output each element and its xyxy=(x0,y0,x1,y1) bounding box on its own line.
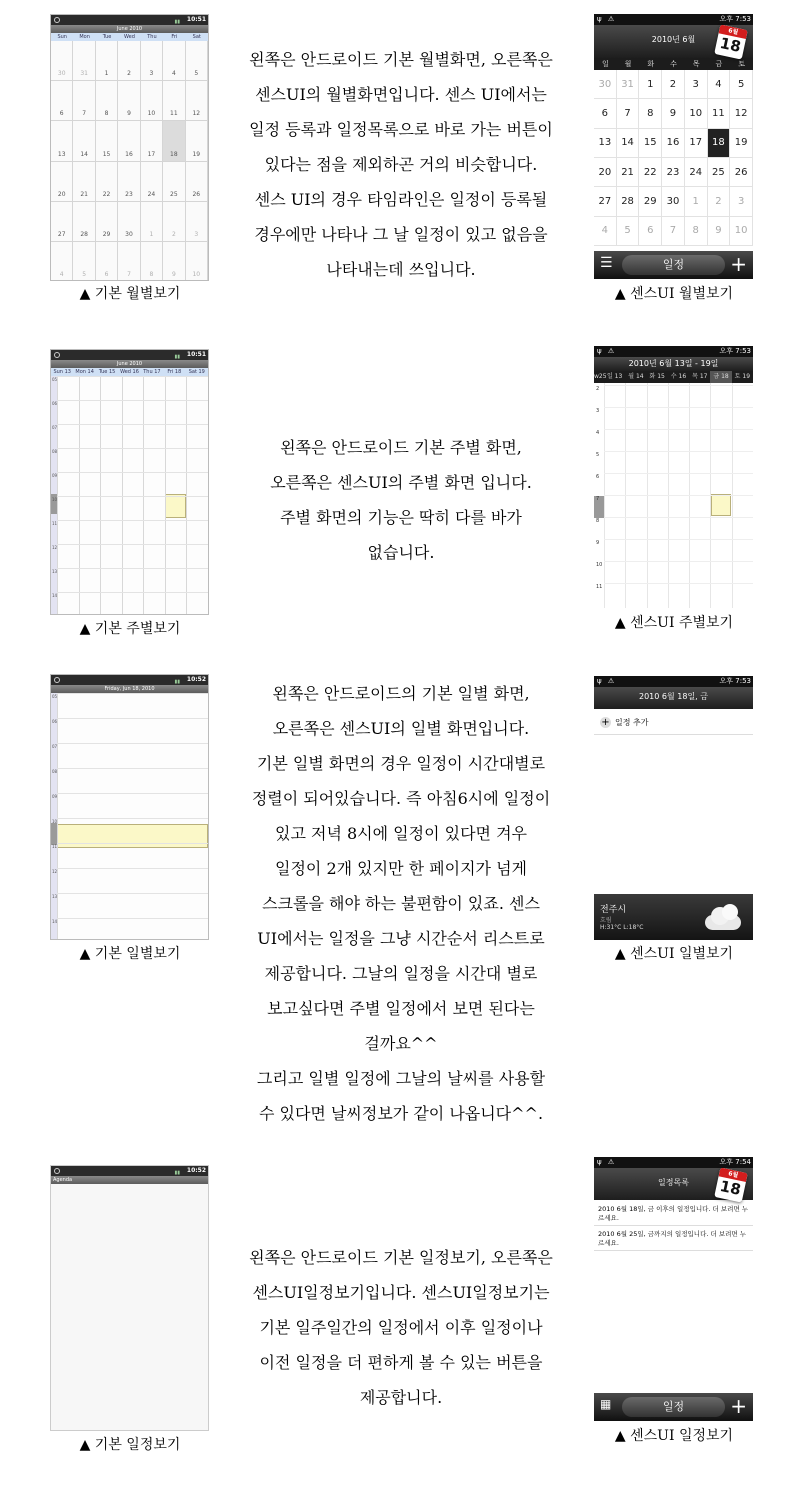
weekday-label: 수 16 xyxy=(670,373,687,380)
event-block[interactable] xyxy=(165,494,186,518)
bottom-bar xyxy=(594,1393,753,1421)
event-block[interactable] xyxy=(711,494,731,516)
status-bar xyxy=(594,1157,753,1168)
caption-android-agenda: ▲ 기본 일정보기 xyxy=(79,1437,181,1453)
day-cell[interactable]: 2 xyxy=(662,70,685,99)
paragraph-line: 왼쪽은 안드로이드의 기본 일별 화면, xyxy=(272,684,530,703)
hour-label: 2 xyxy=(596,386,600,392)
paragraph-line: 센스UI일정보기입니다. 센스UI일정보기는 xyxy=(252,1283,550,1302)
paragraph-month xyxy=(218,42,584,287)
weekday-label: Tue 15 xyxy=(98,369,116,375)
day-cell[interactable]: 30 xyxy=(118,202,140,242)
add-event-label: 일정 추가 xyxy=(615,718,649,727)
agenda-button[interactable]: 일정 xyxy=(622,255,725,275)
paragraph-line: 기본 일주일간의 일정에서 이후 일정이나 xyxy=(259,1318,543,1337)
day-cell[interactable]: 3 xyxy=(685,70,708,99)
day-cell[interactable]: 3 xyxy=(141,41,163,81)
hour-row xyxy=(604,539,753,540)
day-cell[interactable]: 2 xyxy=(163,202,185,242)
weekday-label: 목 xyxy=(692,60,700,68)
day-cell[interactable]: 17 xyxy=(141,121,163,161)
paragraph-line: 없습니다. xyxy=(367,543,435,562)
day-cell[interactable]: 12 xyxy=(730,99,753,128)
day-cell[interactable]: 5 xyxy=(186,41,208,81)
weekday-label: Fri xyxy=(171,34,178,40)
status-time: 오후 7:53 xyxy=(719,15,751,23)
day-cell[interactable]: 21 xyxy=(73,162,95,202)
calendar-date-icon: 6월 18 xyxy=(714,24,748,59)
paragraph-line: 일정이 2개 있지만 한 페이지가 넘게 xyxy=(275,859,527,878)
week-grid[interactable] xyxy=(594,383,753,608)
hour-row xyxy=(604,517,753,518)
day-cell[interactable]: 15 xyxy=(639,129,662,158)
hour-label: 14 xyxy=(52,919,58,924)
paragraph-agenda xyxy=(218,1240,584,1415)
weekday-label: 일 xyxy=(601,60,609,68)
caption-sense-day: ▲ 센스UI 일별보기 xyxy=(614,946,734,962)
hour-label: 7 xyxy=(596,496,600,502)
paragraph-line: 왼쪽은 안드로이드 기본 월별화면, 오른쪽은 xyxy=(249,50,553,69)
weekday-label: Sat 19 xyxy=(188,369,205,375)
weekday-label: 목 17 xyxy=(692,373,708,380)
hour-row xyxy=(57,592,208,593)
hour-row xyxy=(57,424,208,425)
weekday-label: Sun 13 xyxy=(53,369,71,375)
hour-label: 12 xyxy=(52,869,58,874)
day-cell[interactable]: 21 xyxy=(617,158,640,187)
hour-row xyxy=(57,768,208,769)
weekday-label: 일 13 xyxy=(606,373,623,380)
day-cell[interactable]: 11 xyxy=(163,81,185,121)
hour-label: 06 xyxy=(52,401,58,406)
weekday-label: Mon xyxy=(79,34,90,40)
hour-label: 05 xyxy=(52,377,58,382)
usb-warning-icon: ψ ⚠ xyxy=(597,15,617,23)
hour-label: 6 xyxy=(596,474,600,480)
add-event-icon[interactable]: + xyxy=(730,252,747,276)
hour-row xyxy=(57,520,208,521)
day-cell[interactable]: 23 xyxy=(662,158,685,187)
day-cell[interactable]: 22 xyxy=(96,162,118,202)
caption-sense-agenda: ▲ 센스UI 일정보기 xyxy=(614,1428,734,1444)
hour-row xyxy=(604,407,753,408)
paragraph-line: 오른쪽은 센스UI의 일별 화면입니다. xyxy=(272,719,530,738)
day-cell[interactable]: 19 xyxy=(186,121,208,161)
status-bar xyxy=(594,676,753,687)
week-title: June 2010 xyxy=(51,360,208,368)
weekday-label: 토 xyxy=(738,60,746,68)
agenda-earlier-item[interactable]: 2010 6월 25일, 금까지의 일정입니다. 더 보려면 누르세요. xyxy=(594,1228,753,1251)
hour-row xyxy=(604,473,753,474)
day-cell[interactable]: 1 xyxy=(141,202,163,242)
status-bar xyxy=(51,350,208,360)
agenda-title: 일정목록 xyxy=(658,1178,689,1187)
hour-label: 07 xyxy=(52,744,58,749)
day-cell[interactable]: 3 xyxy=(730,187,753,216)
weekday-label: 금 18 xyxy=(710,371,731,383)
hour-label: 5 xyxy=(596,452,600,458)
day-cell[interactable]: 1 xyxy=(685,187,708,216)
sd-card-icon xyxy=(54,352,60,358)
day-cell[interactable]: 30 xyxy=(51,41,73,81)
day-cell[interactable]: 24 xyxy=(141,162,163,202)
paragraph-line: 정렬이 되어있습니다. 즉 아침6시에 일정이 xyxy=(251,789,551,808)
hour-label: 9 xyxy=(596,540,600,546)
android-day-screenshot xyxy=(50,674,209,940)
day-cell[interactable]: 6 xyxy=(51,81,73,121)
hour-label: 8 xyxy=(596,518,600,524)
hour-label: 08 xyxy=(52,769,58,774)
paragraph-line: 스크롤을 해야 하는 불편함이 있죠. 센스 xyxy=(262,894,540,913)
paragraph-line: 왼쪽은 안드로이드 기본 주별 화면, xyxy=(280,438,522,457)
month-grid[interactable] xyxy=(594,70,753,246)
hour-label: 14 xyxy=(52,593,58,598)
add-icon: + xyxy=(601,717,610,728)
signal-icon: ▮▮ xyxy=(174,1170,180,1176)
agenda-title: Agenda xyxy=(51,1176,208,1184)
hour-row xyxy=(57,718,208,719)
hour-row xyxy=(57,893,208,894)
day-cell[interactable]: 23 xyxy=(118,162,140,202)
hour-label: 07 xyxy=(52,425,58,430)
hour-label: 13 xyxy=(52,569,58,574)
day-cell[interactable]: 8 xyxy=(141,242,163,281)
paragraph-week xyxy=(218,430,584,570)
day-cell[interactable]: 26 xyxy=(730,158,753,187)
status-bar xyxy=(51,1166,208,1176)
agenda-title-bar xyxy=(594,1168,753,1200)
hour-row xyxy=(57,496,208,497)
sense-agenda-screenshot xyxy=(594,1157,753,1421)
hour-row xyxy=(57,793,208,794)
hour-row xyxy=(57,868,208,869)
hour-row xyxy=(604,495,753,496)
day-cell[interactable]: 4 xyxy=(708,70,731,99)
weekday-label: 월 xyxy=(624,60,632,68)
day-cell[interactable]: 6 xyxy=(96,242,118,281)
day-cell[interactable]: 4 xyxy=(51,242,73,281)
day-cell[interactable]: 3 xyxy=(186,202,208,242)
hour-row xyxy=(57,400,208,401)
status-time: 오후 7:53 xyxy=(719,347,751,355)
usb-warning-icon: ψ ⚠ xyxy=(597,677,617,685)
cloud-icon xyxy=(703,902,743,932)
status-bar xyxy=(594,346,753,357)
hour-label: 09 xyxy=(52,794,58,799)
paragraph-line: 일정 등록과 일정목록으로 바로 가는 버튼이 xyxy=(249,120,553,139)
status-bar xyxy=(51,675,208,685)
day-cell[interactable]: 10 xyxy=(141,81,163,121)
day-cell[interactable]: 2 xyxy=(708,187,731,216)
weekday-label: Wed xyxy=(124,34,135,40)
day-cell[interactable]: 12 xyxy=(186,81,208,121)
weekday-label: Wed 16 xyxy=(120,369,139,375)
hour-row xyxy=(57,818,208,819)
day-cell[interactable]: 28 xyxy=(73,202,95,242)
day-cell[interactable]: 13 xyxy=(594,129,617,158)
paragraph-line: 왼쪽은 안드로이드 기본 일정보기, 오른쪽은 xyxy=(249,1248,553,1267)
hour-label: 05 xyxy=(52,694,58,699)
status-time: 오후 7:54 xyxy=(719,1158,751,1166)
day-cell[interactable]: 29 xyxy=(639,187,662,216)
week-number: w25 xyxy=(594,373,607,380)
day-cell[interactable]: 31 xyxy=(73,41,95,81)
hour-row xyxy=(57,743,208,744)
hour-row xyxy=(57,918,208,919)
weather-temp: H:31°C L:18°C xyxy=(600,924,644,931)
day-cell[interactable]: 17 xyxy=(685,129,708,158)
day-cell[interactable]: 11 xyxy=(708,99,731,128)
calendar-button[interactable]: 일정 xyxy=(622,1397,725,1417)
day-cell[interactable]: 5 xyxy=(730,70,753,99)
caption-sense-week: ▲ 센스UI 주별보기 xyxy=(614,615,734,631)
week-title: 2010년 6월 13일 - 19일 xyxy=(594,357,753,371)
weekday-label: 수 xyxy=(670,60,677,68)
month-title-bar xyxy=(594,25,753,58)
android-agenda-screenshot xyxy=(50,1165,209,1431)
caption-android-week: ▲ 기본 주별보기 xyxy=(79,621,181,637)
weekday-header xyxy=(51,368,208,376)
weekday-label: Sat xyxy=(192,34,201,40)
day-cell[interactable]: 25 xyxy=(708,158,731,187)
paragraph-line: UI에서는 일정을 그냥 시간순서 리스트로 xyxy=(257,929,545,948)
weekday-label: 월 14 xyxy=(628,373,644,380)
hour-row xyxy=(604,583,753,584)
hour-row xyxy=(57,376,208,377)
week-grid[interactable] xyxy=(51,376,208,615)
paragraph-line: 제공합니다. xyxy=(359,1388,443,1407)
day-cell[interactable]: 26 xyxy=(186,162,208,202)
paragraph-line: 있고 저녁 8시에 일정이 있다면 겨우 xyxy=(275,824,527,843)
hour-row xyxy=(57,544,208,545)
day-cell[interactable]: 5 xyxy=(617,217,640,246)
paragraph-line: 기본 일별 화면의 경우 일정이 시간대별로 xyxy=(256,754,546,773)
day-cell[interactable]: 25 xyxy=(163,162,185,202)
hour-label: 08 xyxy=(52,449,58,454)
day-cell[interactable]: 9 xyxy=(163,242,185,281)
day-cell[interactable]: 8 xyxy=(96,81,118,121)
day-grid[interactable] xyxy=(51,693,208,940)
hour-row xyxy=(57,693,208,694)
status-time: 10:51 xyxy=(186,16,206,23)
day-cell[interactable]: 10 xyxy=(730,217,753,246)
hour-label: 06 xyxy=(52,719,58,724)
hour-row xyxy=(57,448,208,449)
status-time: 10:52 xyxy=(186,1167,206,1174)
add-event-icon[interactable]: + xyxy=(730,1394,747,1418)
hour-label: 11 xyxy=(596,584,603,590)
weather-city: 전주시 xyxy=(600,905,627,915)
paragraph-line: 걸까요^^ xyxy=(364,1034,438,1053)
day-cell[interactable]: 4 xyxy=(163,41,185,81)
day-cell[interactable]: 1 xyxy=(639,70,662,99)
caption-sense-month: ▲ 센스UI 월별보기 xyxy=(614,286,734,302)
usb-warning-icon: ψ ⚠ xyxy=(597,347,617,355)
paragraph-line: 나타내는데 쓰입니다. xyxy=(326,260,476,279)
caption-android-month: ▲ 기본 월별보기 xyxy=(79,286,181,302)
usb-warning-icon: ψ ⚠ xyxy=(597,1158,617,1166)
paragraph-line: 제공합니다. 그날의 일정을 시간대 별로 xyxy=(264,964,538,983)
day-cell[interactable]: 1 xyxy=(96,41,118,81)
day-cell[interactable]: 10 xyxy=(685,99,708,128)
day-cell[interactable]: 7 xyxy=(617,99,640,128)
paragraph-line: 있다는 점을 제외하곤 거의 비슷합니다. xyxy=(264,155,538,174)
day-cell[interactable]: 9 xyxy=(118,81,140,121)
month-grid[interactable] xyxy=(51,41,208,281)
paragraph-line: 수 있다면 날씨정보가 같이 나옵니다^^. xyxy=(258,1104,544,1123)
day-cell[interactable]: 14 xyxy=(617,129,640,158)
weather-desc: 흐림 xyxy=(600,917,612,924)
event-block[interactable] xyxy=(57,824,208,848)
paragraph-day xyxy=(212,676,590,1131)
bottom-bar xyxy=(594,251,753,279)
day-cell[interactable]: 20 xyxy=(594,158,617,187)
day-cell[interactable]: 13 xyxy=(51,121,73,161)
menu-icon[interactable]: ☰ xyxy=(600,255,613,271)
day-cell[interactable]: 2 xyxy=(118,41,140,81)
day-column[interactable] xyxy=(57,693,58,940)
signal-icon: ▮▮ xyxy=(174,354,180,360)
hour-label: 10 xyxy=(52,497,58,502)
day-cell[interactable]: 18 xyxy=(163,121,185,161)
weekday-label: 화 xyxy=(647,60,655,68)
day-cell[interactable]: 7 xyxy=(118,242,140,281)
weekday-label: 토 19 xyxy=(734,373,751,380)
hour-row xyxy=(57,472,208,473)
day-cell[interactable]: 9 xyxy=(662,99,685,128)
hour-row xyxy=(604,561,753,562)
paragraph-line: 이전 일정을 더 편하게 볼 수 있는 버튼을 xyxy=(259,1353,543,1372)
paragraph-line: 경우에만 나타나 그 날 일정이 있고 없음을 xyxy=(254,225,548,244)
status-bar xyxy=(51,15,208,25)
day-cell[interactable]: 16 xyxy=(662,129,685,158)
android-week-screenshot xyxy=(50,349,209,615)
paragraph-line: 주별 화면의 기능은 딱히 다를 바가 xyxy=(280,508,522,527)
day-title: 2010 6월 18일, 금 xyxy=(594,687,753,709)
weekday-label: Sun xyxy=(57,34,67,40)
sd-card-icon xyxy=(54,1168,60,1174)
weekday-label: Tue xyxy=(102,34,112,40)
agenda-later-item[interactable]: 2010 6월 18일, 금 이후의 일정입니다. 더 보려면 누르세요. xyxy=(594,1203,753,1226)
hour-label: 12 xyxy=(52,545,58,550)
paragraph-line: 센스 UI의 경우 타임라인은 일정이 등록될 xyxy=(254,190,548,209)
day-cell[interactable]: 19 xyxy=(730,129,753,158)
hour-label: 11 xyxy=(52,844,58,849)
sd-card-icon xyxy=(54,677,60,683)
day-cell[interactable]: 10 xyxy=(186,242,208,281)
hour-label: 10 xyxy=(596,562,603,568)
weekday-label: 금 xyxy=(715,60,723,68)
day-cell[interactable]: 5 xyxy=(73,242,95,281)
paragraph-line: 오른쪽은 센스UI의 주별 화면 입니다. xyxy=(270,473,532,492)
sense-month-screenshot xyxy=(594,14,753,279)
paragraph-line: 센스UI의 월별화면입니다. 센스 UI에서는 xyxy=(255,85,547,104)
day-cell[interactable]: 27 xyxy=(594,187,617,216)
add-event-row[interactable] xyxy=(594,711,753,735)
day-cell[interactable]: 30 xyxy=(594,70,617,99)
weekday-header xyxy=(594,371,753,383)
weekday-label: 화 15 xyxy=(649,373,665,380)
day-cell[interactable]: 8 xyxy=(685,217,708,246)
status-time: 오후 7:53 xyxy=(719,677,751,685)
status-time: 10:52 xyxy=(186,676,206,683)
day-cell[interactable]: 9 xyxy=(708,217,731,246)
day-cell[interactable]: 7 xyxy=(73,81,95,121)
paragraph-line: 보고싶다면 주별 일정에서 보면 된다는 xyxy=(267,999,535,1018)
hour-row xyxy=(604,429,753,430)
day-cell[interactable]: 7 xyxy=(662,217,685,246)
signal-icon: ▮▮ xyxy=(174,679,180,685)
weekday-header xyxy=(51,33,208,41)
weekday-header xyxy=(594,58,753,70)
weekday-label: Thu 17 xyxy=(143,369,161,375)
caption-android-day: ▲ 기본 일별보기 xyxy=(79,946,181,962)
day-cell[interactable]: 15 xyxy=(96,121,118,161)
day-cell[interactable]: 8 xyxy=(639,99,662,128)
weather-panel xyxy=(594,894,753,940)
day-cell[interactable]: 29 xyxy=(96,202,118,242)
calendar-date-icon: 6월 18 xyxy=(714,1167,748,1202)
sense-week-screenshot xyxy=(594,346,753,608)
day-cell[interactable]: 16 xyxy=(118,121,140,161)
paragraph-line: 그리고 일별 일정에 그날의 날씨를 사용할 xyxy=(256,1069,546,1088)
day-cell[interactable]: 28 xyxy=(617,187,640,216)
hour-row xyxy=(57,843,208,844)
status-time: 10:51 xyxy=(186,351,206,358)
day-title: Friday, Jun 18, 2010 xyxy=(51,685,208,693)
signal-icon: ▮▮ xyxy=(174,19,180,25)
day-cell[interactable]: 6 xyxy=(639,217,662,246)
day-cell[interactable]: 4 xyxy=(594,217,617,246)
hour-label: 11 xyxy=(52,521,58,526)
hour-label: 3 xyxy=(596,408,600,414)
day-cell[interactable]: 6 xyxy=(594,99,617,128)
weekday-label: Thu xyxy=(147,34,157,40)
hour-row xyxy=(604,385,753,386)
android-month-screenshot xyxy=(50,14,209,281)
sd-card-icon xyxy=(54,17,60,23)
month-title: June 2010 xyxy=(51,25,208,33)
hour-label: 09 xyxy=(52,473,58,478)
day-cell[interactable]: 27 xyxy=(51,202,73,242)
month-title: 2010년 6월 xyxy=(651,35,696,44)
weekday-label: Mon 14 xyxy=(75,369,94,375)
day-cell[interactable]: 30 xyxy=(662,187,685,216)
day-cell[interactable]: 24 xyxy=(685,158,708,187)
day-cell[interactable]: 20 xyxy=(51,162,73,202)
hour-label: 4 xyxy=(596,430,600,436)
hour-row xyxy=(57,568,208,569)
day-cell[interactable]: 18 xyxy=(708,129,731,158)
calendar-icon[interactable]: ▦ xyxy=(600,1397,612,1411)
day-cell[interactable]: 14 xyxy=(73,121,95,161)
hour-label: 13 xyxy=(52,894,58,899)
status-bar xyxy=(594,14,753,25)
weekday-label: Fri 18 xyxy=(167,369,182,375)
hour-label: 10 xyxy=(52,819,58,824)
hour-row xyxy=(604,451,753,452)
day-cell[interactable]: 22 xyxy=(639,158,662,187)
day-cell[interactable]: 31 xyxy=(617,70,640,99)
sense-day-screenshot xyxy=(594,676,753,940)
